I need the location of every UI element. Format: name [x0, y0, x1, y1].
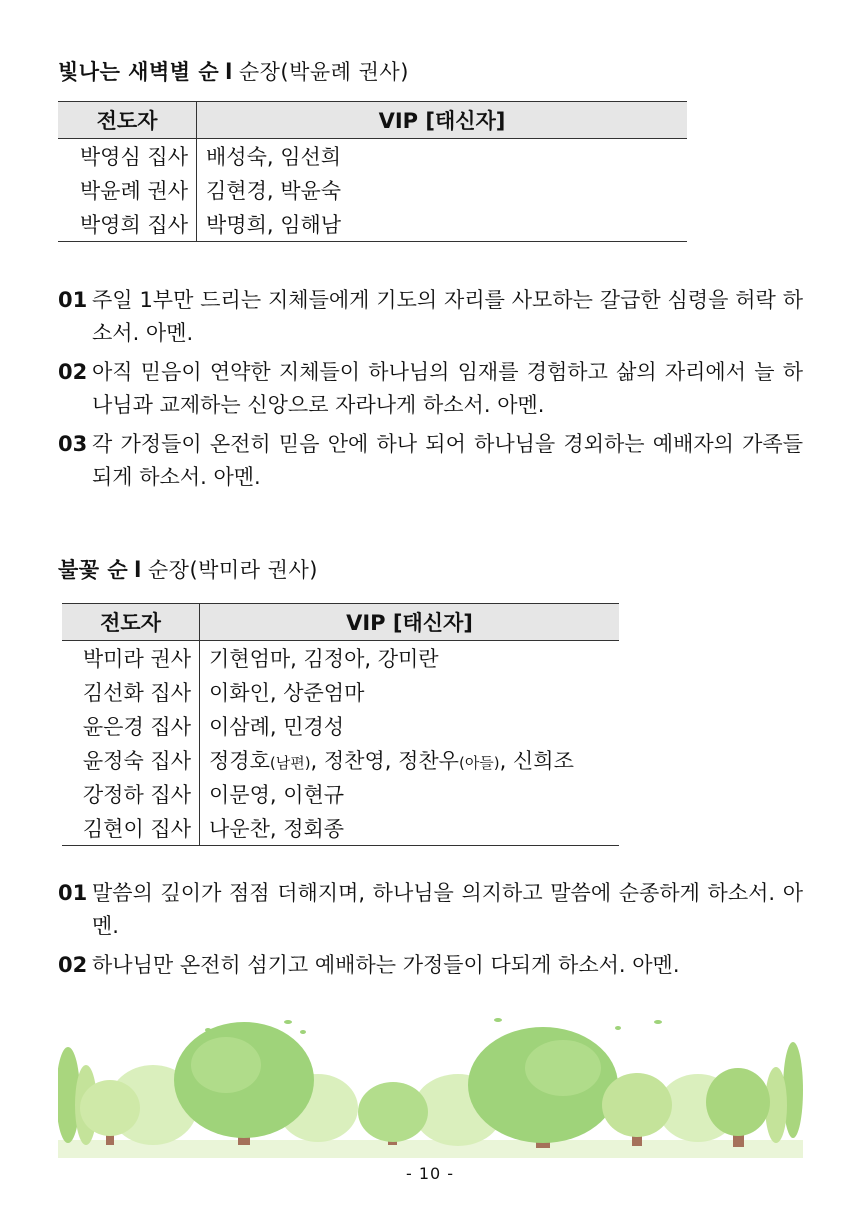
table-row [62, 777, 619, 811]
prayer-number: 03 [58, 432, 88, 456]
table-header-vip: VIP [태신자] [200, 604, 620, 641]
vip-name: , 정찬영, 정찬우 [310, 749, 459, 773]
section1-title: 빛나는 새벽별 순 [58, 60, 220, 84]
vip-cell: 배성숙, 임선희 [206, 145, 342, 169]
evangelist-cell: 박영심 집사 [58, 139, 197, 174]
evangelist-cell: 강정하 집사 [62, 777, 200, 811]
table-header-evangelist: 전도자 [62, 604, 200, 641]
table-header-evangelist: 전도자 [58, 102, 197, 139]
section2-separator: l [134, 558, 142, 582]
table-row [58, 139, 687, 174]
prayer-text: 주일 1부만 드리는 지체들에게 기도의 자리를 사모하는 갈급한 심령을 허락 하소서. 아멘. [92, 288, 803, 345]
page-number: - 10 - [405, 1164, 455, 1183]
relation-note: (남편) [269, 754, 311, 772]
section1-table [58, 101, 687, 242]
prayer-text: 아직 믿음이 연약한 지체들이 하나님의 임재를 경험하고 삶의 자리에서 늘 하나님과 교제하는 신앙으로 자라나게 하소서. 아멘. [92, 360, 803, 417]
vip-cell: 김현경, 박윤숙 [206, 179, 342, 203]
prayer-item [58, 877, 803, 943]
evangelist-cell: 윤은경 집사 [62, 709, 200, 743]
tree-mid [358, 1082, 428, 1145]
vip-cell [200, 743, 620, 777]
section2-leader: 순장(박미라 권사) [147, 558, 318, 582]
evangelist-cell: 김선화 집사 [62, 675, 200, 709]
prayer-item [58, 428, 803, 494]
prayer-number: 01 [58, 288, 88, 312]
tree-right [602, 1073, 672, 1146]
table-row [62, 709, 619, 743]
section1-separator: l [225, 60, 233, 84]
prayer-item [58, 284, 803, 350]
section2-heading [58, 554, 318, 584]
vip-name: 정경호 [209, 749, 270, 773]
section1-heading [58, 56, 409, 86]
table-row [62, 811, 619, 846]
evangelist-cell: 박윤례 권사 [58, 173, 197, 207]
prayer-item [58, 356, 803, 422]
tall-tree-right [765, 1042, 803, 1143]
prayer-number: 01 [58, 881, 88, 905]
vip-cell: 이삼례, 민경성 [209, 715, 345, 739]
vip-cell: 나운찬, 정회종 [200, 811, 620, 846]
vip-cell: 이문영, 이현규 [209, 783, 345, 807]
prayer-item [58, 949, 803, 982]
table-row [62, 641, 619, 676]
ground [58, 1140, 803, 1158]
table-row [58, 207, 687, 242]
prayer-number: 02 [58, 953, 88, 977]
prayer-number: 02 [58, 360, 88, 384]
section2-title: 불꽃 순 [58, 558, 129, 582]
relation-note: (아들) [458, 754, 500, 772]
prayer-text: 각 가정들이 온전히 믿음 안에 하나 되어 하나님을 경외하는 예배자의 가족들 되게 하소서. 아멘. [92, 432, 803, 489]
section1-prayers [58, 284, 803, 500]
vip-cell: 기현엄마, 김정아, 강미란 [209, 647, 439, 671]
section1-leader: 순장(박윤례 권사) [238, 60, 409, 84]
evangelist-cell: 박미라 권사 [62, 641, 200, 676]
section2-prayers [58, 877, 803, 988]
section2-table [62, 603, 619, 846]
trees-illustration [58, 1010, 803, 1158]
prayer-text: 하나님만 온전히 섬기고 예배하는 가정들이 다되게 하소서. 아멘. [92, 953, 680, 977]
table-row [58, 173, 687, 207]
evangelist-cell: 윤정숙 집사 [62, 743, 200, 777]
evangelist-cell: 김현이 집사 [62, 811, 200, 846]
table-row [62, 743, 619, 777]
vip-cell: 이화인, 상준엄마 [209, 681, 365, 705]
prayer-text: 말씀의 깊이가 점점 더해지며, 하나님을 의지하고 말씀에 순종하게 하소서. 아멘. [92, 881, 803, 938]
table-row [62, 675, 619, 709]
table-header-vip: VIP [태신자] [197, 102, 688, 139]
evangelist-cell: 박영희 집사 [58, 207, 197, 242]
vip-name: , 신희조 [499, 749, 574, 773]
vip-cell: 박명희, 임해남 [197, 207, 688, 242]
